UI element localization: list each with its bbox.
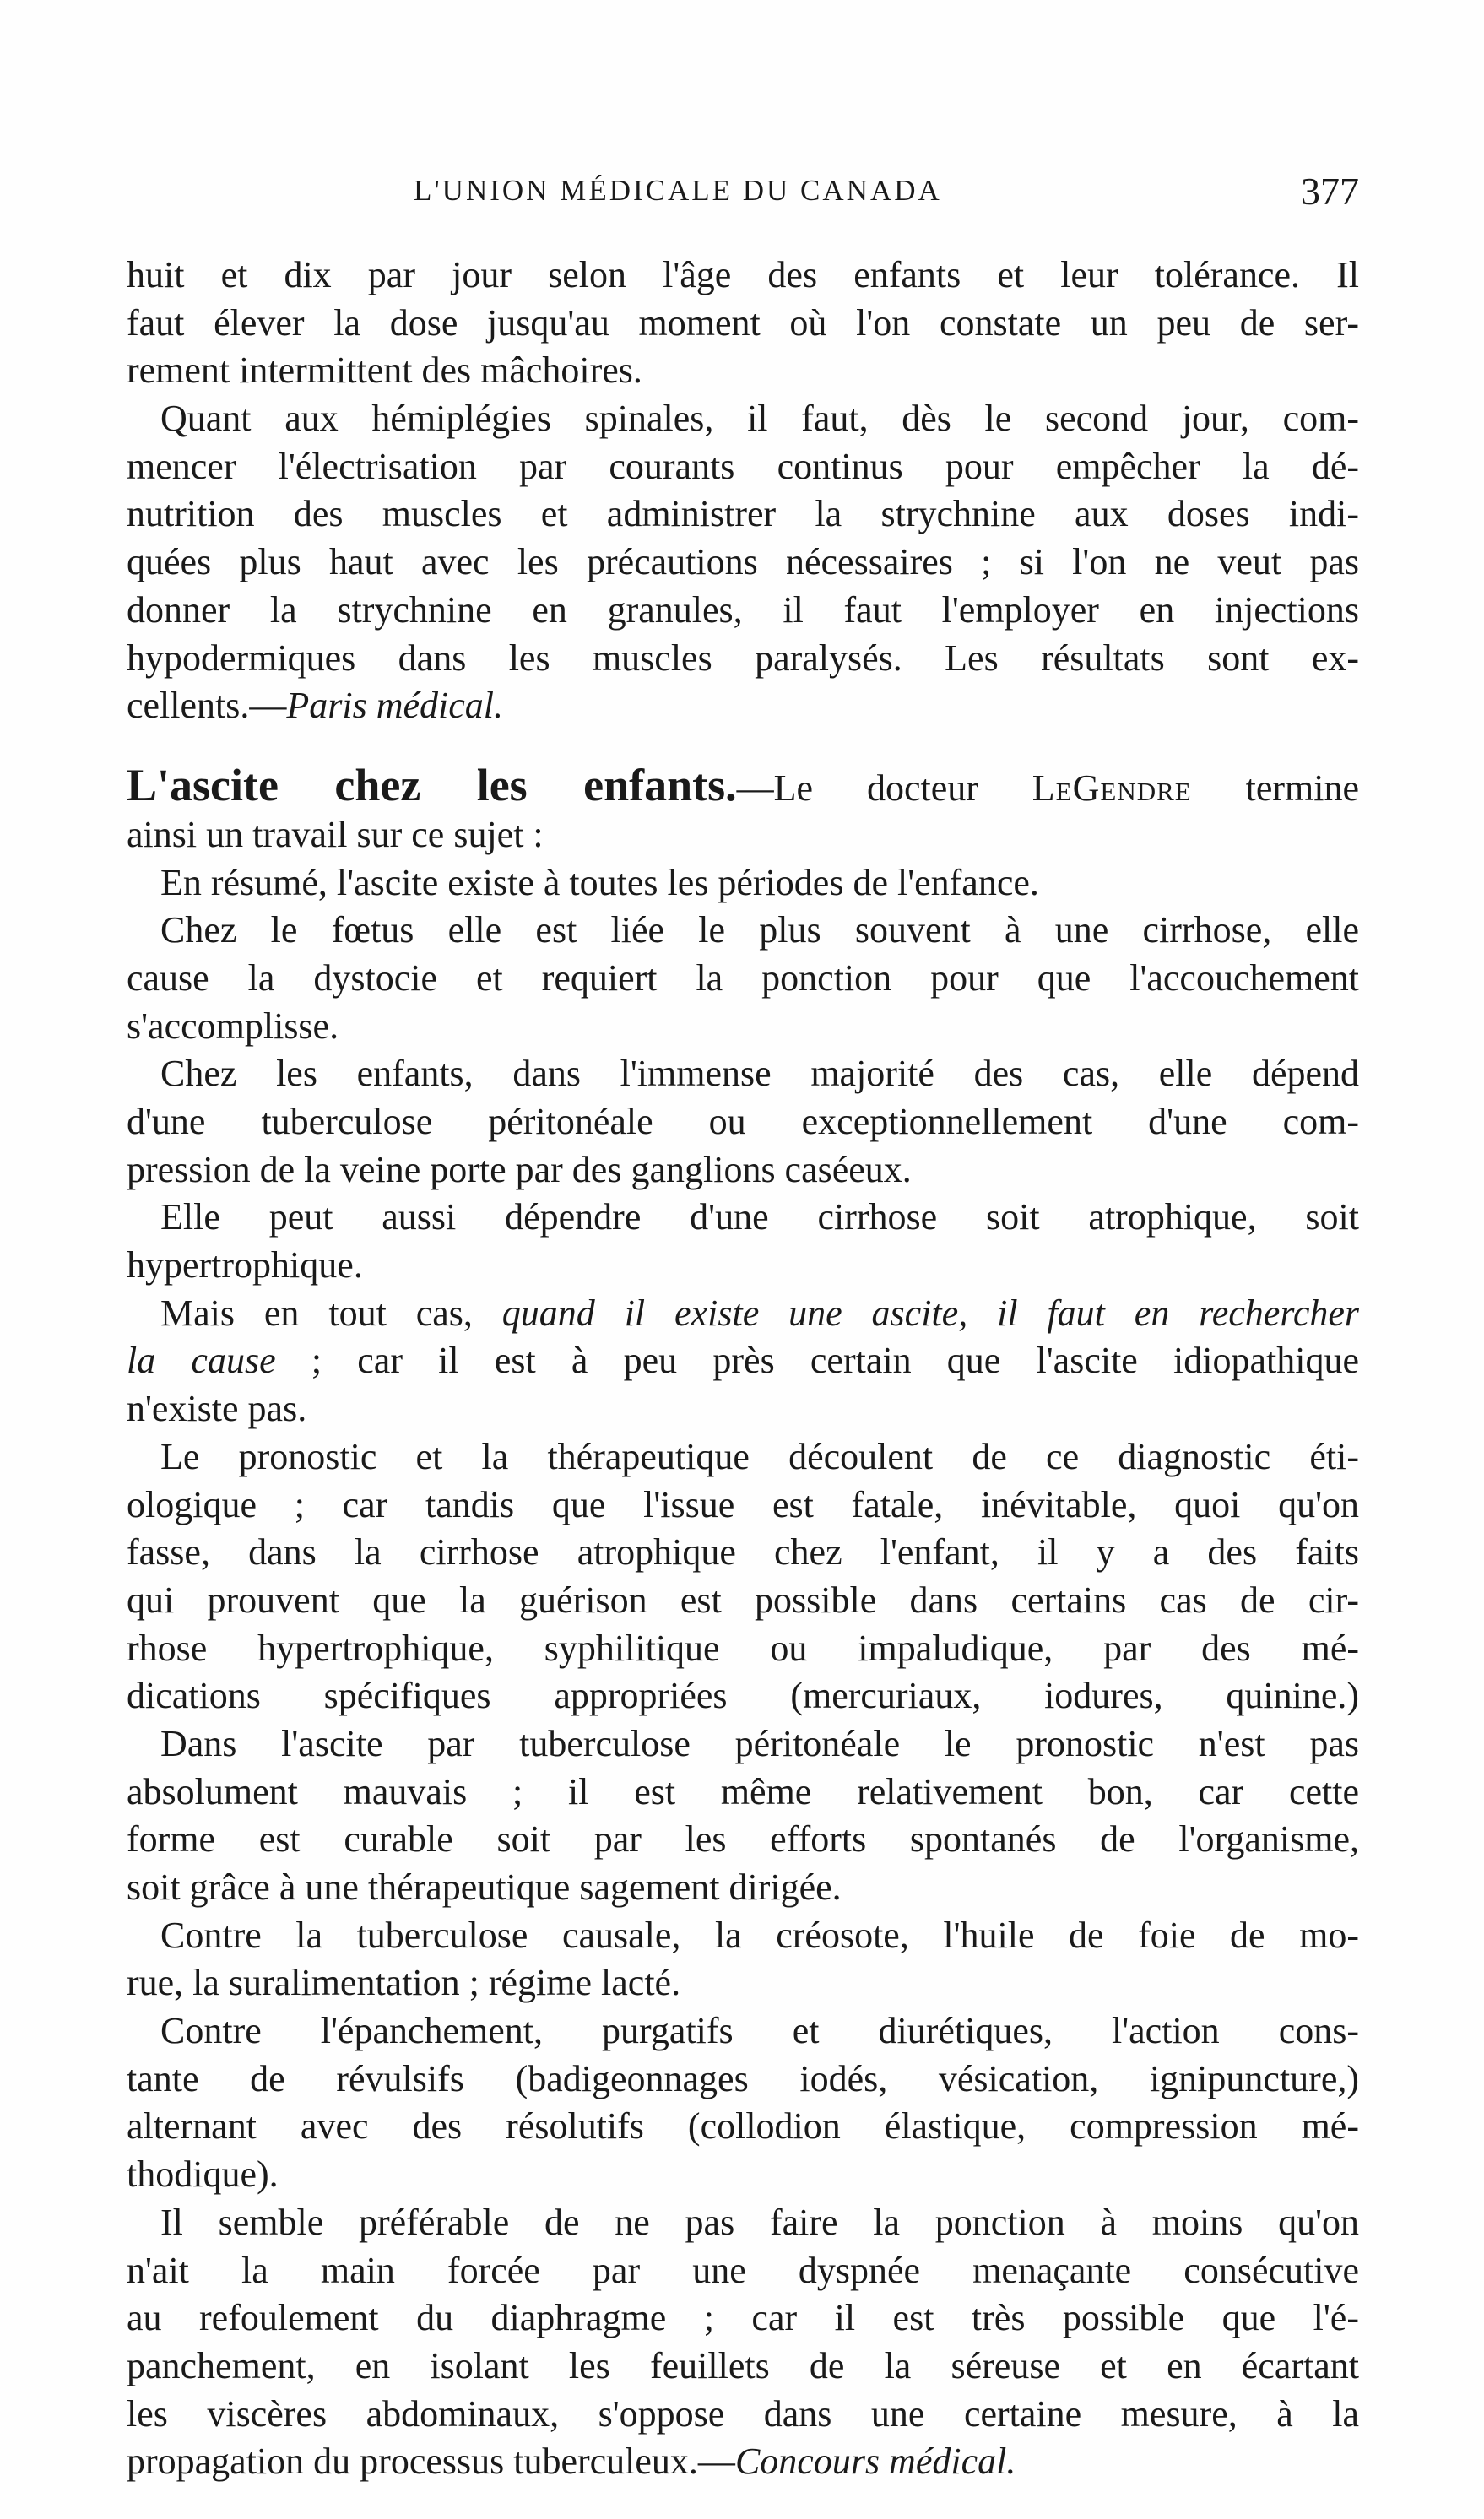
text-line: ainsi un travail sur ce sujet :	[127, 813, 544, 855]
text-line: Il semble préférable de ne pas faire la ponction à moins qu'on	[160, 2201, 1359, 2243]
text-line: Chez les enfants, dans l'immense majorité des cas, elle dépend	[160, 1053, 1359, 1095]
text-line	[127, 1290, 1359, 1338]
text-line	[127, 682, 1359, 730]
text-line: hypertrophique.	[127, 1244, 363, 1287]
text-line: nutrition des muscles et administrer la strychnine aux doses indi-	[127, 493, 1359, 535]
text-line: Elle peut aussi dépendre d'une cirrhose soit atrophique, soit	[160, 1196, 1359, 1238]
text-line: au refoulement du diaphragme ; car il est très possible que l'é-	[127, 2297, 1359, 2339]
text-fragment: Mais en tout cas,	[160, 1292, 502, 1334]
text-line: fasse, dans la cirrhose atrophique chez l'enfant, il y a des faits	[127, 1531, 1359, 1574]
running-header	[127, 169, 1359, 219]
text-line: Contre la tuberculose causale, la créosote, l'huile de foie de mo-	[160, 1914, 1359, 1956]
text-line: Le pronostic et la thérapeutique découlent de ce diagnostic éti-	[160, 1435, 1359, 1477]
source-citation: Paris médical.	[286, 685, 504, 727]
running-title: L'UNION MÉDICALE DU CANADA	[414, 174, 942, 207]
text-line	[127, 1337, 1359, 1385]
section-gap	[127, 730, 1359, 759]
text-line: huit et dix par jour selon l'âge des enfants et leur tolérance. Il	[127, 254, 1359, 295]
text-line: alternant avec des résolutifs (collodion élastique, compression mé-	[127, 2105, 1359, 2148]
text-line: qui prouvent que la guérison est possible dans certains cas de cir-	[127, 1579, 1359, 1621]
text-line: Quant aux hémiplégies spinales, il faut, dès le second jour, com-	[160, 398, 1359, 440]
text-line: d'une tuberculose péritonéale ou exceptionnellement d'une com-	[127, 1101, 1359, 1142]
text-line: Contre l'épanchement, purgatifs et diurétiques, l'action cons-	[160, 2010, 1359, 2052]
text-line: thodique).	[127, 2153, 279, 2196]
text-line: forme est curable soit par les efforts spontanés de l'organisme,	[127, 1818, 1359, 1861]
section-lead-line	[127, 759, 1359, 811]
text-line: n'ait la main forcée par une dyspnée menaçante consécutive	[127, 2249, 1359, 2291]
emphasis-text: quand il existe une ascite, il faut en rechercher	[501, 1292, 1359, 1334]
text-line: faut élever la dose jusqu'au moment où l'on constate un peu de ser-	[127, 301, 1359, 344]
text-line: En résumé, l'ascite existe à toutes les périodes de l'enfance.	[160, 861, 1039, 903]
text-line	[127, 2438, 1359, 2486]
text-line: rement intermittent des mâchoires.	[127, 349, 642, 392]
text-line: soit grâce à une thérapeutique sagement dirigée.	[127, 1866, 842, 1908]
text-line: panchement, en isolant les feuillets de la séreuse et en écartant	[127, 2344, 1359, 2386]
text-line: pression de la veine porte par des ganglions caséeux.	[127, 1148, 912, 1190]
text-line: ologique ; car tandis que l'issue est fatale, inévitable, quoi qu'on	[127, 1483, 1359, 1525]
author-name: LeGendre	[1032, 767, 1192, 809]
text-line: mencer l'électrisation par courants continus pour empêcher la dé-	[127, 445, 1359, 487]
text-line: quées plus haut avec les précautions nécessaires ; si l'on ne veut pas	[127, 541, 1359, 583]
text-line: n'existe pas.	[127, 1388, 307, 1430]
text-fragment: termine	[1191, 767, 1359, 809]
text-line: les viscères abdominaux, s'oppose dans une certaine mesure, à la	[127, 2392, 1359, 2435]
page-number: 377	[1301, 170, 1359, 213]
section-title: L'ascite chez les enfants.	[127, 759, 737, 810]
text-fragment: ; car il est à peu près certain que l'ascite idiopathique	[275, 1340, 1359, 1382]
text-line: tante de révulsifs (badigeonnages iodés, vésication, ignipuncture,)	[127, 2057, 1359, 2099]
body-text	[127, 252, 1359, 2486]
text-line: Dans l'ascite par tuberculose péritonéale le pronostic n'est pas	[160, 1722, 1359, 1764]
emphasis-text: la cause	[127, 1340, 276, 1382]
text-line: s'accomplisse.	[127, 1005, 339, 1047]
text-line: rue, la suralimentation ; régime lacté.	[127, 1962, 681, 2004]
text-line: rhose hypertrophique, syphilitique ou impaludique, par des mé-	[127, 1627, 1359, 1669]
text-line: hypodermiques dans les muscles paralysés. Les résultats sont ex-	[127, 637, 1359, 679]
text-line: absolument mauvais ; il est même relativement bon, car cette	[127, 1770, 1359, 1812]
source-citation: Concours médical.	[734, 2440, 1016, 2483]
text-line: cause la dystocie et requiert la ponction pour que l'accouchement	[127, 956, 1359, 999]
text-line: dications spécifiques appropriées (mercuriaux, iodures, quinine.)	[127, 1675, 1359, 1717]
text-line: Chez le fœtus elle est liée le plus souvent à une cirrhose, elle	[160, 909, 1359, 951]
text-fragment: propagation du processus tuberculeux.—	[127, 2440, 735, 2483]
text-fragment: cellents.—	[127, 685, 287, 727]
text-fragment: —Le docteur	[736, 767, 1032, 809]
text-line: donner la strychnine en granules, il faut l'employer en injections	[127, 588, 1359, 631]
